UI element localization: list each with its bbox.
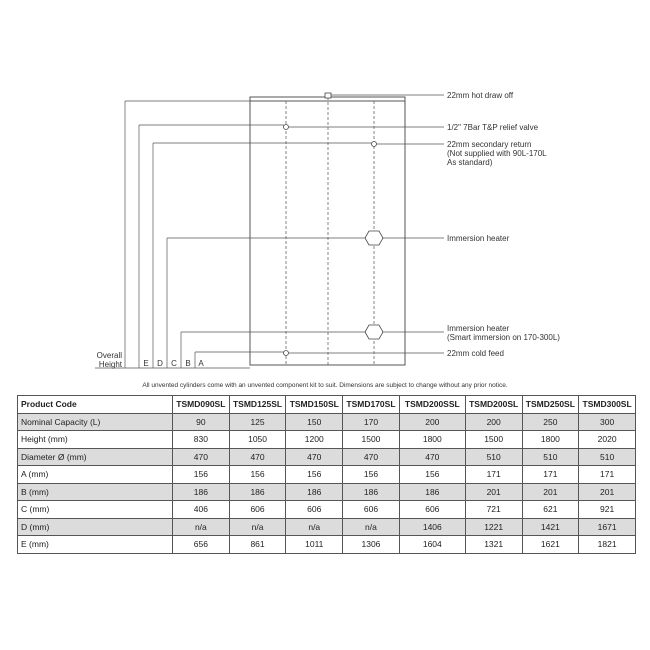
row-label-cell: B (mm) (18, 483, 173, 501)
header-cell: TSMD200SL (465, 396, 522, 414)
value-cell: 1500 (343, 431, 400, 449)
value-cell: 170 (343, 413, 400, 431)
value-cell: 1421 (522, 518, 579, 536)
value-cell: 1011 (286, 536, 343, 554)
row-label-cell: E (mm) (18, 536, 173, 554)
overall-height-label-line2: Height (98, 360, 122, 369)
specification-table (17, 395, 636, 554)
value-cell: 200 (465, 413, 522, 431)
table-header-row (18, 396, 636, 414)
value-cell: 201 (579, 483, 636, 501)
value-cell: 1821 (579, 536, 636, 554)
label-immersion-heater-bottom-2: (Smart immersion on 170-300L) (447, 333, 560, 342)
value-cell: 150 (286, 413, 343, 431)
value-cell: 186 (399, 483, 465, 501)
row-label-cell: C (mm) (18, 501, 173, 519)
value-cell: 156 (286, 466, 343, 484)
value-cell: n/a (229, 518, 286, 536)
hot-draw-off-port (325, 93, 331, 98)
value-cell: 861 (229, 536, 286, 554)
table-row (18, 431, 636, 449)
value-cell: 470 (173, 448, 230, 466)
value-cell: 1800 (522, 431, 579, 449)
value-cell: 250 (522, 413, 579, 431)
dim-letter-b: B (185, 359, 191, 368)
value-cell: 201 (465, 483, 522, 501)
value-cell: 1604 (399, 536, 465, 554)
value-cell: 921 (579, 501, 636, 519)
value-cell: 1621 (522, 536, 579, 554)
row-label-cell: Diameter Ø (mm) (18, 448, 173, 466)
header-cell: TSMD170SL (343, 396, 400, 414)
value-cell: 156 (399, 466, 465, 484)
value-cell: 2020 (579, 431, 636, 449)
value-cell: 656 (173, 536, 230, 554)
table-row (18, 518, 636, 536)
table-row (18, 448, 636, 466)
value-cell: 201 (522, 483, 579, 501)
label-immersion-heater-top: Immersion heater (447, 234, 510, 243)
value-cell: n/a (286, 518, 343, 536)
table-row (18, 413, 636, 431)
value-cell: 606 (399, 501, 465, 519)
value-cell: 125 (229, 413, 286, 431)
value-cell: 1500 (465, 431, 522, 449)
value-cell: 171 (522, 466, 579, 484)
header-cell: TSMD300SL (579, 396, 636, 414)
value-cell: 1200 (286, 431, 343, 449)
label-secondary-return-3: As standard) (447, 158, 493, 167)
value-cell: 621 (522, 501, 579, 519)
value-cell: 606 (229, 501, 286, 519)
row-label-cell: Height (mm) (18, 431, 173, 449)
value-cell: 1221 (465, 518, 522, 536)
value-cell: 1406 (399, 518, 465, 536)
value-cell: 510 (522, 448, 579, 466)
disclaimer-text: All unvented cylinders come with an unvented component kit to suit. Dimensions are subject to change without any prior notice. (142, 382, 508, 389)
header-cell: TSMD090SL (173, 396, 230, 414)
header-cell: TSMD150SL (286, 396, 343, 414)
value-cell: 510 (465, 448, 522, 466)
value-cell: 470 (399, 448, 465, 466)
immersion-heater-bottom-symbol (365, 325, 383, 339)
row-label-cell: D (mm) (18, 518, 173, 536)
table-row (18, 466, 636, 484)
value-cell: 300 (579, 413, 636, 431)
value-cell: 406 (173, 501, 230, 519)
value-cell: 721 (465, 501, 522, 519)
value-cell: n/a (343, 518, 400, 536)
label-relief-valve: 1/2" 7Bar T&P relief valve (447, 123, 539, 132)
value-cell: 200 (399, 413, 465, 431)
secondary-return-port (372, 142, 377, 147)
value-cell: 470 (343, 448, 400, 466)
header-cell: TSMD250SL (522, 396, 579, 414)
label-immersion-heater-bottom-1: Immersion heater (447, 324, 510, 333)
value-cell: 1671 (579, 518, 636, 536)
value-cell: n/a (173, 518, 230, 536)
header-cell: TSMD200SSL (399, 396, 465, 414)
value-cell: 156 (173, 466, 230, 484)
label-cold-feed: 22mm cold feed (447, 349, 504, 358)
value-cell: 171 (579, 466, 636, 484)
relief-valve-port (284, 125, 289, 130)
label-hot-draw-off: 22mm hot draw off (447, 91, 514, 100)
value-cell: 186 (229, 483, 286, 501)
dim-letter-e: E (143, 359, 149, 368)
value-cell: 1306 (343, 536, 400, 554)
dim-letter-d: D (157, 359, 163, 368)
label-secondary-return-2: (Not supplied with 90L-170L (447, 149, 547, 158)
table-row (18, 536, 636, 554)
value-cell: 156 (229, 466, 286, 484)
value-cell: 510 (579, 448, 636, 466)
value-cell: 1050 (229, 431, 286, 449)
value-cell: 1800 (399, 431, 465, 449)
value-cell: 186 (173, 483, 230, 501)
value-cell: 470 (229, 448, 286, 466)
dim-letter-a: A (198, 359, 204, 368)
header-cell: Product Code (18, 396, 173, 414)
value-cell: 830 (173, 431, 230, 449)
value-cell: 156 (343, 466, 400, 484)
immersion-heater-top-symbol (365, 231, 383, 245)
value-cell: 186 (343, 483, 400, 501)
overall-height-label-line1: Overall (96, 351, 122, 360)
value-cell: 90 (173, 413, 230, 431)
value-cell: 186 (286, 483, 343, 501)
table-row (18, 501, 636, 519)
table-row (18, 483, 636, 501)
cylinder-outline (250, 97, 405, 365)
value-cell: 1321 (465, 536, 522, 554)
row-label-cell: Nominal Capacity (L) (18, 413, 173, 431)
value-cell: 470 (286, 448, 343, 466)
value-cell: 606 (286, 501, 343, 519)
value-cell: 606 (343, 501, 400, 519)
header-cell: TSMD125SL (229, 396, 286, 414)
value-cell: 171 (465, 466, 522, 484)
row-label-cell: A (mm) (18, 466, 173, 484)
dim-letter-c: C (171, 359, 177, 368)
label-secondary-return-1: 22mm secondary return (447, 140, 532, 149)
cold-feed-port (284, 351, 289, 356)
